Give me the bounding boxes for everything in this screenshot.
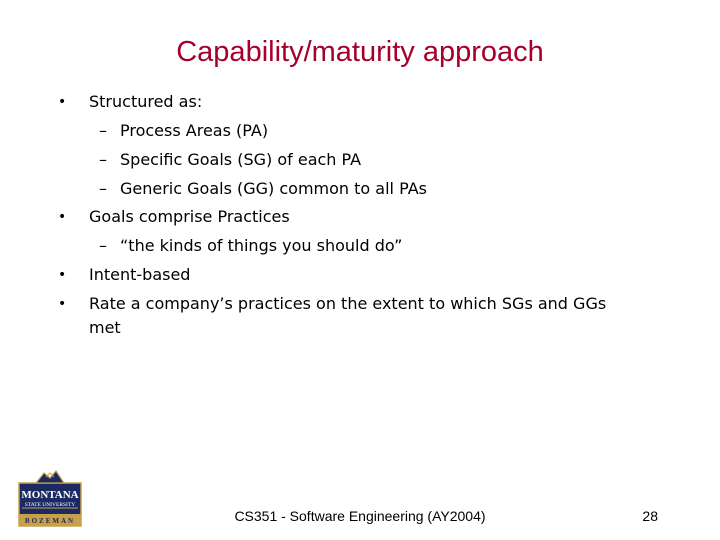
sub-bullet-marker: – [99, 121, 107, 140]
bullet-text-continuation: met [89, 318, 121, 337]
sub-bullet-text: “the kinds of things you should do” [120, 236, 403, 255]
slide-title: Capability/maturity approach [176, 36, 544, 68]
bullet-text: Rate a company’s practices on the extent to which SGs and GGs [89, 294, 607, 313]
sub-bullet-marker: – [99, 236, 107, 255]
bullet-marker: • [58, 296, 67, 312]
page-number: 28 [642, 508, 658, 524]
sub-bullet-text: Specific Goals (SG) of each PA [120, 150, 362, 169]
sub-bullet-text: Generic Goals (GG) common to all PAs [120, 179, 427, 198]
bullet-text: Intent-based [89, 265, 191, 284]
logo-location: BOZEMAN [24, 517, 76, 525]
bullet-text: Goals comprise Practices [89, 207, 290, 226]
sub-bullet-marker: – [99, 150, 107, 169]
bullet-marker: • [58, 267, 67, 283]
bullet-marker: • [58, 209, 67, 225]
bullet-text: Structured as: [89, 92, 203, 111]
bullet-marker: • [58, 94, 67, 110]
logo-wordmark: MONTANA [21, 489, 79, 501]
logo-subtitle: STATE UNIVERSITY [24, 502, 76, 508]
footer-course: CS351 - Software Engineering (AY2004) [234, 508, 486, 524]
sub-bullet-text: Process Areas (PA) [120, 121, 269, 140]
sub-bullet-marker: – [99, 179, 107, 198]
